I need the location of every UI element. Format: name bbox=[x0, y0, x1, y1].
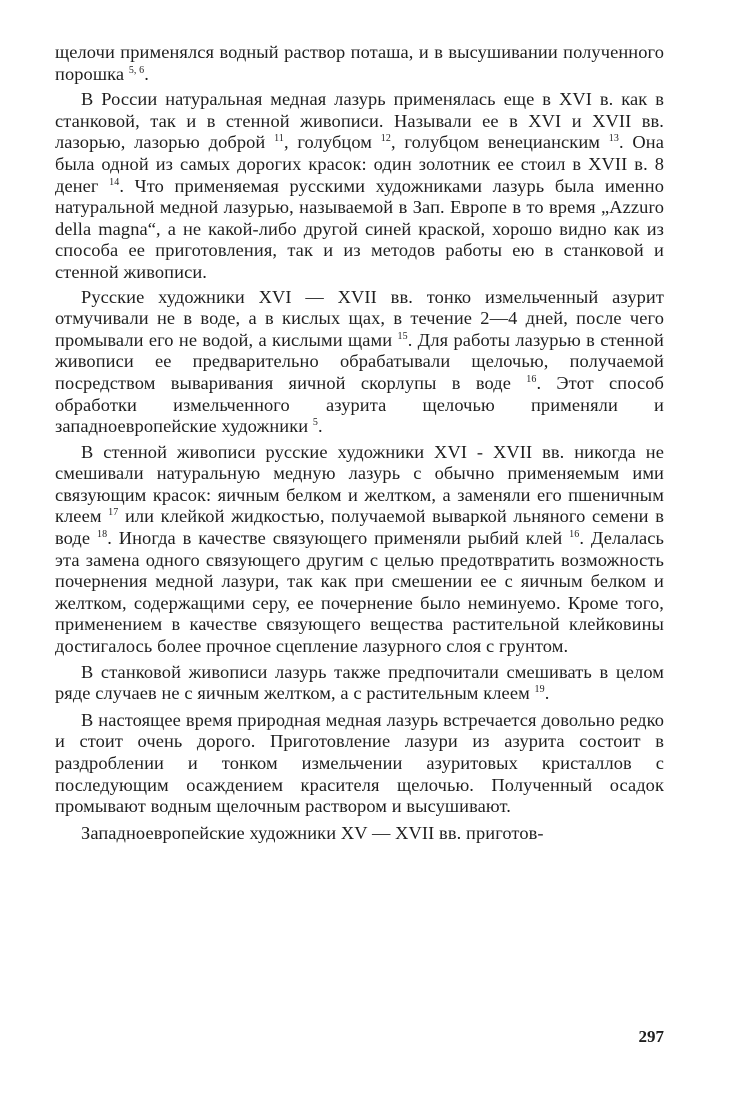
paragraph-text: В стенной живописи русские художники XVI - XVII вв. никогда не смешивали натуральную медную лазурь с обычно применяемым ими связующим красок: яичным белком и желтком, а заменяли его пшеничным клеем bbox=[55, 441, 664, 527]
paragraph bbox=[55, 287, 664, 438]
paragraph-text: . Делалась эта замена одного связующего другим с целью предотвратить возможность почернения медной лазури, так как при смешении ее с яичным белком и желтком, содержащими серу, ее почернение было неминуемо. Кроме того, применением в качестве связующего вещества растительной клейковины достигалось более прочное сцепление лазурного слоя с грунтом. bbox=[55, 528, 664, 657]
paragraph-text: . Она была одной из самых дорогих красок: один золотник ее стоил в XVII в. 8 денег bbox=[55, 132, 664, 196]
paragraph bbox=[55, 442, 664, 658]
footnote-ref: 16 bbox=[569, 529, 580, 541]
paragraph-text: . bbox=[144, 63, 149, 84]
footnote-ref: 19 bbox=[534, 684, 545, 696]
paragraph-text: Западноевропейские художники XV — XVII вв. приготов- bbox=[81, 822, 544, 843]
paragraph-text: . Для работы лазурью в стенной живописи ее предварительно обрабатывали щелочью, получаемой посредством вываривания яичной скорлупы в воде bbox=[55, 329, 664, 393]
paragraph-text: . Иногда в качестве связующего применяли рыбий клей bbox=[107, 528, 570, 549]
paragraph-text: . Этот способ обработки измельченного азурита щелочью применяли и западноевропейские художники bbox=[55, 372, 665, 437]
paragraph bbox=[55, 710, 664, 818]
paragraph bbox=[55, 823, 664, 845]
footnote-ref: 5, 6 bbox=[128, 64, 145, 76]
paragraph bbox=[55, 89, 664, 283]
paragraph-text: или клейкой жидкостью, получаемой вываркой льняного семени в воде bbox=[55, 506, 664, 549]
paragraph-text: Русские художники XVI — XVII вв. тонко измельченный азурит отмучивали не в воде, а в кислых щах, в течение 2—4 дней, после чего промывали его не водой, а кислыми щами bbox=[55, 286, 664, 350]
text-body bbox=[55, 42, 664, 844]
paragraph-text: , голубцом венецианским bbox=[390, 132, 609, 153]
paragraph bbox=[55, 662, 664, 705]
paragraph-text: . bbox=[318, 416, 323, 437]
page-number: 297 bbox=[638, 1027, 664, 1046]
footnote-ref: 11 bbox=[274, 133, 284, 145]
footnote-ref: 13 bbox=[608, 133, 619, 145]
paragraph-text: В настоящее время природная медная лазурь встречается довольно редко и стоит очень дорого. Приготовление лазури из азурита состоит в раздроблении и тонком измельчении азуритовых кристаллов с последующим осаждением красителя щелочью. Полученный осадок промывают водным щелочным раствором и высушивают. bbox=[55, 709, 664, 817]
paragraph-text: . bbox=[544, 683, 550, 704]
paragraph-text: щелочи применялся водный раствор поташа, и в высушивании полученного порошка bbox=[55, 42, 664, 84]
paragraph-text: . Что применяемая русскими художниками лазурь была именно натуральной медной лазурью, называемой в Зап. Европе в то время „Azzuro della magna“, а не какой-либо другой синей краской, хорошо видно как из способа ее приготовления, так и из методов работы ею в станковой и стенной живописи. bbox=[55, 175, 664, 282]
paragraph-text: В станковой живописи лазурь также предпочитали смешивать в целом ряде случаев не с яичным желтком, а с растительным клеем bbox=[55, 661, 664, 704]
footnote-ref: 15 bbox=[397, 330, 408, 342]
paragraph bbox=[55, 42, 664, 85]
footnote-ref: 12 bbox=[380, 133, 391, 145]
footnote-ref: 16 bbox=[526, 373, 537, 385]
footnote-ref: 17 bbox=[108, 507, 119, 519]
paragraph-text: , голубцом bbox=[283, 132, 381, 153]
footnote-ref: 5 bbox=[312, 417, 318, 429]
footnote-ref: 14 bbox=[109, 176, 120, 188]
footnote-ref: 18 bbox=[96, 529, 108, 541]
paragraph-text: В России натуральная медная лазурь применялась еще в XVI в. как в станковой, так и в стенной живописи. Называли ее в XVI и XVII вв. лазорью, лазорью доброй bbox=[55, 89, 664, 153]
